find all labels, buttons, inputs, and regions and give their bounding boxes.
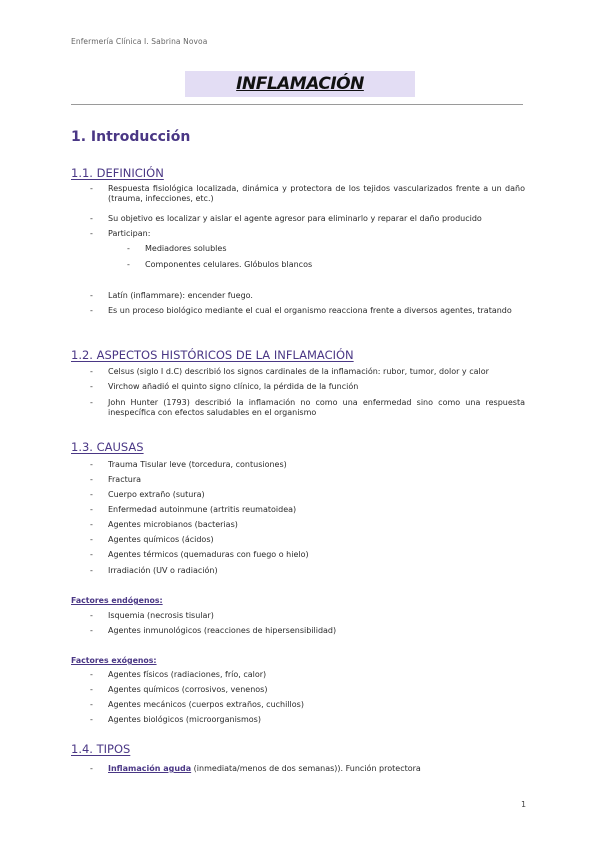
bullet-dash: - — [127, 260, 130, 269]
list-item: Agentes mecánicos (cuerpos extraños, cuchillos) — [108, 700, 304, 709]
list-item: Componentes celulares. Glóbulos blancos — [145, 260, 313, 269]
bullet-dash: - — [90, 475, 93, 484]
list-item: Agentes biológicos (microorganismos) — [108, 715, 261, 724]
bullet-dash: - — [90, 550, 93, 559]
list-item: Respuesta fisiológica localizada, dinámica y protectora de los tejidos vascularizados frente a un daño (trauma, infecciones, etc.) — [108, 184, 525, 203]
list-item: Agentes químicos (corrosivos, venenos) — [108, 685, 268, 694]
list-item: Su objetivo es localizar y aislar el agente agresor para eliminarlo y reparar el daño producido — [108, 214, 482, 223]
subsection-heading: 1.4. TIPOS — [71, 742, 131, 756]
bullet-dash: - — [90, 229, 93, 238]
running-header: Enfermería Clínica I. Sabrina Novoa — [71, 37, 208, 46]
bullet-dash: - — [90, 685, 93, 694]
list-item: Latín (inflammare): encender fuego. — [108, 291, 253, 300]
list-item: Participan: — [108, 229, 151, 238]
item-text: (inmediata/menos de dos semanas)). Función protectora — [191, 764, 421, 773]
list-item: John Hunter (1793) describió la inflamación no como una enfermedad sino como una respuesta inespecífica con efectos saludables en el organismo — [108, 398, 525, 417]
list-item: Agentes térmicos (quemaduras con fuego o hielo) — [108, 550, 309, 559]
list-item: Agentes inmunológicos (reacciones de hipersensibilidad) — [108, 626, 337, 635]
list-item: Agentes microbianos (bacterias) — [108, 520, 238, 529]
bullet-dash: - — [90, 670, 93, 679]
bullet-dash: - — [90, 764, 93, 773]
bullet-dash: - — [90, 306, 93, 315]
bullet-dash: - — [90, 700, 93, 709]
bullet-dash: - — [90, 566, 93, 575]
title-divider — [71, 104, 523, 105]
list-item — [108, 764, 421, 774]
document-title: INFLAMACIÓN — [236, 74, 364, 94]
bullet-dash: - — [90, 214, 93, 223]
subsection-heading: 1.1. DEFINICIÓN — [71, 166, 164, 180]
list-item: Trauma Tisular leve (torcedura, contusiones) — [108, 460, 287, 469]
list-item: Isquemia (necrosis tisular) — [108, 611, 214, 620]
bullet-dash: - — [90, 460, 93, 469]
highlight-term: Inflamación aguda — [108, 764, 192, 773]
bullet-dash: - — [90, 184, 93, 193]
bullet-dash: - — [90, 490, 93, 499]
section-heading: 1. Introducción — [71, 129, 191, 145]
bullet-dash: - — [127, 244, 130, 253]
subsection-heading: 1.3. CAUSAS — [71, 440, 144, 454]
list-item: Mediadores solubles — [145, 244, 227, 253]
bullet-dash: - — [90, 520, 93, 529]
bullet-dash: - — [90, 291, 93, 300]
list-item: Irradiación (UV o radiación) — [108, 566, 218, 575]
bullet-dash: - — [90, 382, 93, 391]
list-item: Cuerpo extraño (sutura) — [108, 490, 205, 499]
list-item: Agentes químicos (ácidos) — [108, 535, 214, 544]
endogenous-factors-heading: Factores endógenos: — [71, 596, 163, 605]
bullet-dash: - — [90, 367, 93, 376]
list-item: Agentes físicos (radiaciones, frío, calor) — [108, 670, 267, 679]
bullet-dash: - — [90, 535, 93, 544]
bullet-dash: - — [90, 611, 93, 620]
exogenous-factors-heading: Factores exógenos: — [71, 656, 157, 665]
title-banner — [185, 71, 415, 97]
bullet-dash: - — [90, 715, 93, 724]
bullet-dash: - — [90, 505, 93, 514]
list-item: Es un proceso biológico mediante el cual el organismo reacciona frente a diversos agentes, tratando — [108, 306, 512, 315]
list-item: Celsus (siglo I d.C) describió los signos cardinales de la inflamación: rubor, tumor, dolor y calor — [108, 367, 489, 376]
list-item: Virchow añadió el quinto signo clínico, la pérdida de la función — [108, 382, 359, 391]
list-item: Fractura — [108, 475, 142, 484]
page-number: 1 — [521, 800, 527, 809]
list-item: Enfermedad autoinmune (artritis reumatoidea) — [108, 505, 297, 514]
bullet-dash: - — [90, 626, 93, 635]
subsection-heading: 1.2. ASPECTOS HISTÓRICOS DE LA INFLAMACIÓN — [71, 348, 354, 362]
bullet-dash: - — [90, 398, 93, 407]
